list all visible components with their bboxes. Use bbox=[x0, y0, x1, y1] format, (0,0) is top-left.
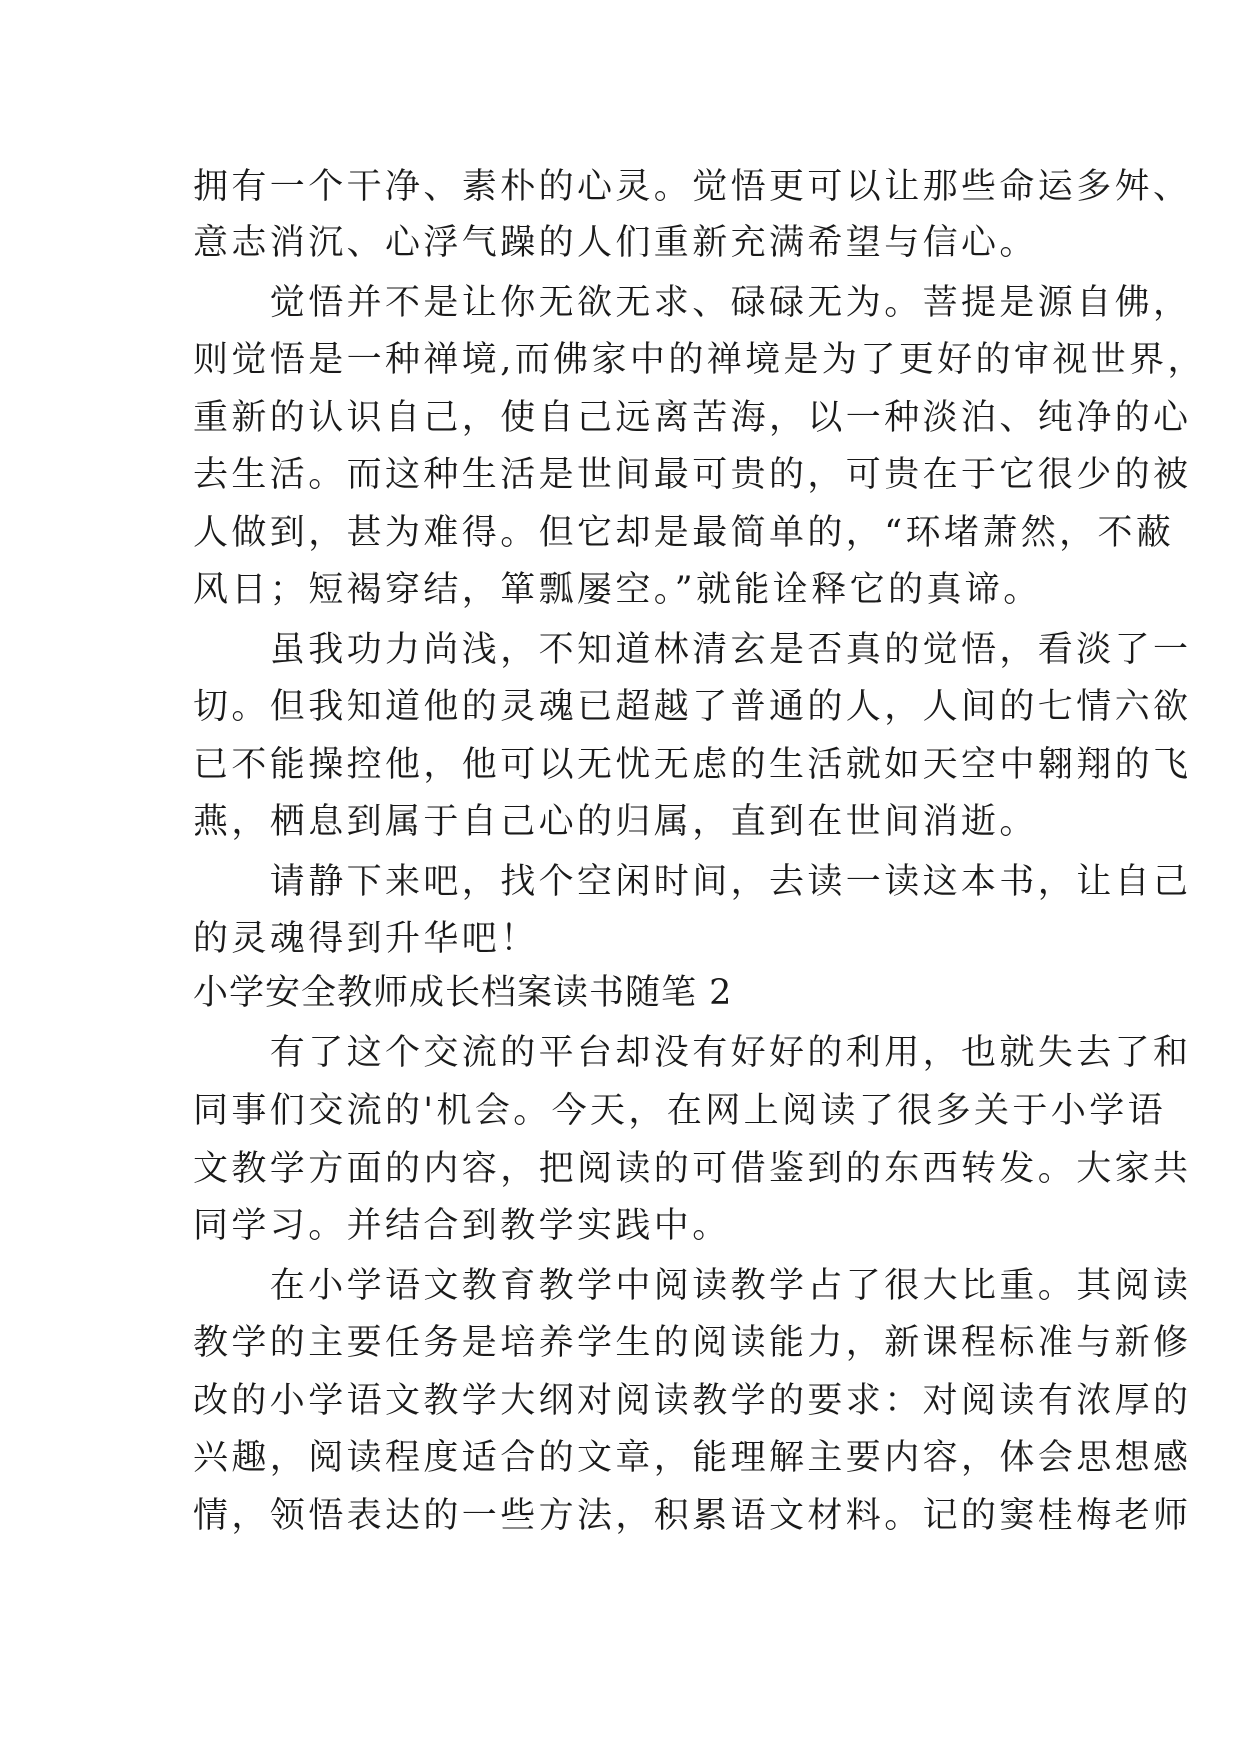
text-line: 兴趣，阅读程度适合的文章，能理解主要内容，体会思想感 bbox=[193, 1438, 1192, 1478]
text-line: 同事们交流的'机会。今天，在网上阅读了很多关于小学语 bbox=[193, 1091, 1167, 1131]
paragraph-start: 有了这个交流的平台却没有好好的利用，也就失去了和 bbox=[193, 1033, 1192, 1073]
text-line: 去生活。而这种生活是世间最可贵的，可贵在于它很少的被 bbox=[193, 455, 1192, 495]
text-line: 改的小学语文教学大纲对阅读教学的要求：对阅读有浓厚的 bbox=[193, 1381, 1192, 1421]
text-line: 已不能操控他，他可以无忧无虑的生活就如天空中翱翔的飞 bbox=[193, 745, 1192, 785]
paragraph-start: 请静下来吧，找个空闲时间，去读一读这本书，让自己 bbox=[193, 862, 1192, 902]
text-line: 风日；短褐穿结，箪瓢屡空。”就能诠释它的真谛。 bbox=[193, 570, 1042, 610]
text-line: 燕，栖息到属于自己心的归属，直到在世间消逝。 bbox=[193, 802, 1038, 842]
text-line: 切。但我知道他的灵魂已超越了普通的人，人间的七情六欲 bbox=[193, 687, 1192, 727]
text-line: 情，领悟表达的一些方法，积累语文材料。记的窦桂梅老师 bbox=[193, 1496, 1192, 1536]
section-heading: 小学安全教师成长档案读书随笔 2 bbox=[193, 973, 733, 1013]
text-line: 拥有一个干净、素朴的心灵。觉悟更可以让那些命运多舛、 bbox=[193, 167, 1192, 207]
paragraph-start: 在小学语文教育教学中阅读教学占了很大比重。其阅读 bbox=[193, 1266, 1192, 1306]
text-line: 人做到，甚为难得。但它却是最简单的，“环堵萧然，不蔽 bbox=[193, 513, 1175, 553]
text-line: 则觉悟是一种禅境,而佛家中的禅境是为了更好的审视世界， bbox=[193, 340, 1206, 380]
text-line: 文教学方面的内容，把阅读的可借鉴到的东西转发。大家共 bbox=[193, 1149, 1192, 1189]
text-line: 同学习。并结合到教学实践中。 bbox=[193, 1206, 731, 1246]
paragraph-start: 虽我功力尚浅，不知道林清玄是否真的觉悟，看淡了一 bbox=[193, 630, 1192, 670]
text-line: 的灵魂得到升华吧！ bbox=[193, 919, 539, 959]
text-line: 教学的主要任务是培养学生的阅读能力，新课程标准与新修 bbox=[193, 1323, 1192, 1363]
text-line: 意志消沉、心浮气躁的人们重新充满希望与信心。 bbox=[193, 223, 1038, 263]
text-line: 重新的认识自己，使自己远离苦海，以一种淡泊、纯净的心 bbox=[193, 398, 1192, 438]
paragraph-start: 觉悟并不是让你无欲无求、碌碌无为。菩提是源自佛， bbox=[193, 283, 1192, 323]
